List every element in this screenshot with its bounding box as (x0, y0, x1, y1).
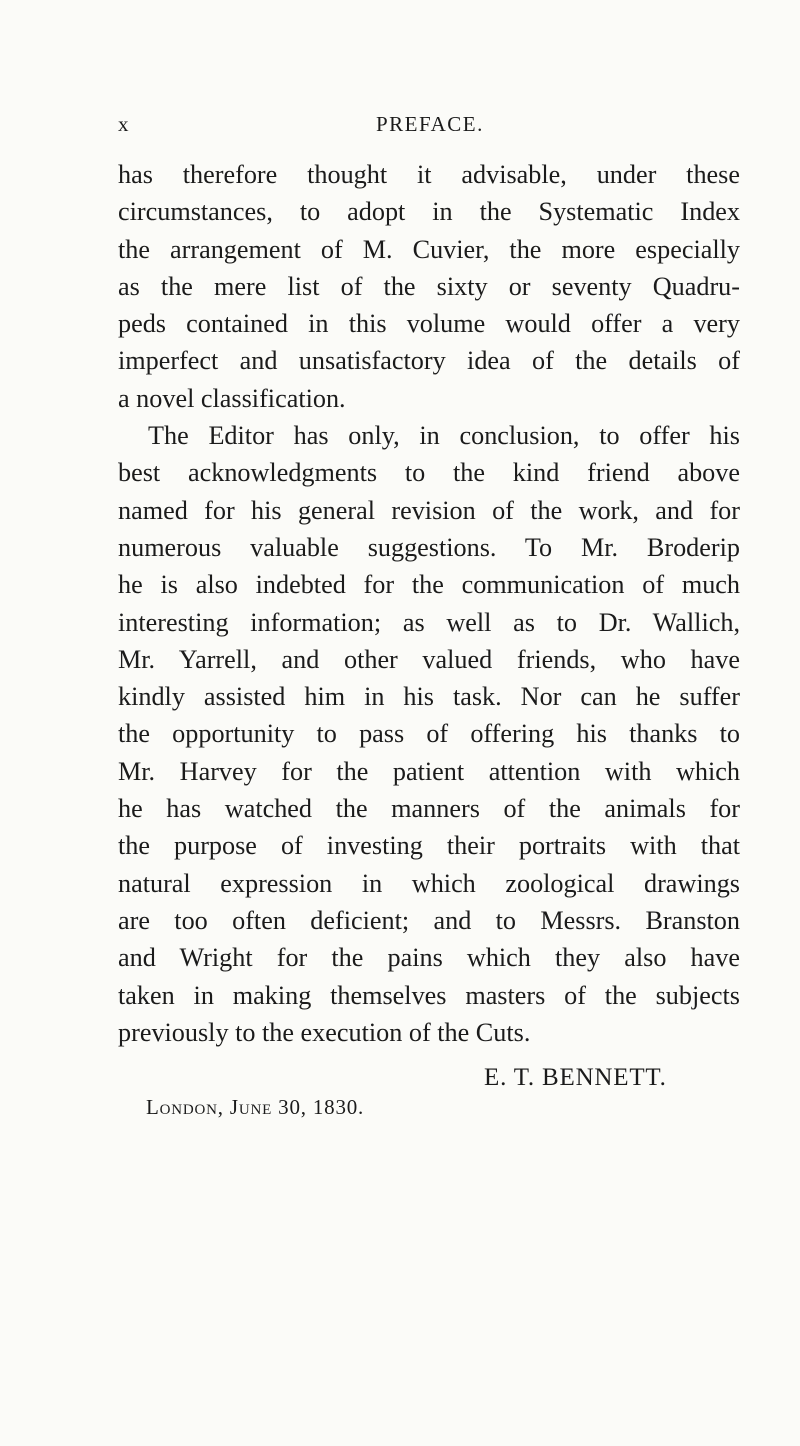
header-title: PREFACE. (376, 112, 484, 136)
text-line: as the mere list of the sixty or seventy Quadru- (118, 271, 740, 301)
text-line: imperfect and unsatisfactory idea of the details of (118, 346, 740, 376)
text-line: named for his general revision of the work, and for (118, 495, 740, 525)
text-line: taken in making themselves masters of the subjects (118, 980, 740, 1010)
text-line: previously to the execution of the Cuts. (118, 1017, 531, 1047)
text-line: are too often deficient; and to Messrs. Branston (118, 905, 740, 935)
preface-body (118, 156, 740, 1051)
text-line: natural expression in which zoological drawings (118, 868, 740, 898)
dateline: London, June 30, 1830. (146, 1095, 365, 1119)
text-line: the arrangement of M. Cuvier, the more especially (118, 234, 740, 264)
text-line: circumstances, to adopt in the Systematic Index (118, 197, 740, 227)
text-line: he is also indebted for the communication of much (118, 570, 740, 600)
text-line: peds contained in this volume would offer a very (118, 309, 740, 339)
text-line: and Wright for the pains which they also have (118, 943, 740, 973)
text-line: kindly assisted him in his task. Nor can he suffer (118, 682, 740, 712)
page-number: x (118, 112, 130, 136)
text-line: has therefore thought it advisable, under these (118, 160, 740, 189)
text-line: The Editor has only, in conclusion, to offer his (148, 421, 740, 451)
text-line: he has watched the manners of the animals for (118, 794, 740, 824)
text-line: the purpose of investing their portraits with that (118, 831, 740, 861)
text-line: the opportunity to pass of offering his thanks to (118, 719, 740, 749)
text-line: interesting information; as well as to Dr. Wallich, (118, 607, 740, 637)
author-signature: E. T. BENNETT. (484, 1064, 667, 1091)
text-line: a novel classification. (118, 383, 346, 413)
text-line: numerous valuable suggestions. To Mr. Broderip (118, 532, 740, 562)
text-line: Mr. Yarrell, and other valued friends, who have (118, 644, 740, 674)
text-line: best acknowledgments to the kind friend above (118, 458, 740, 488)
text-line: Mr. Harvey for the patient attention with which (118, 756, 740, 786)
running-head (118, 109, 738, 139)
